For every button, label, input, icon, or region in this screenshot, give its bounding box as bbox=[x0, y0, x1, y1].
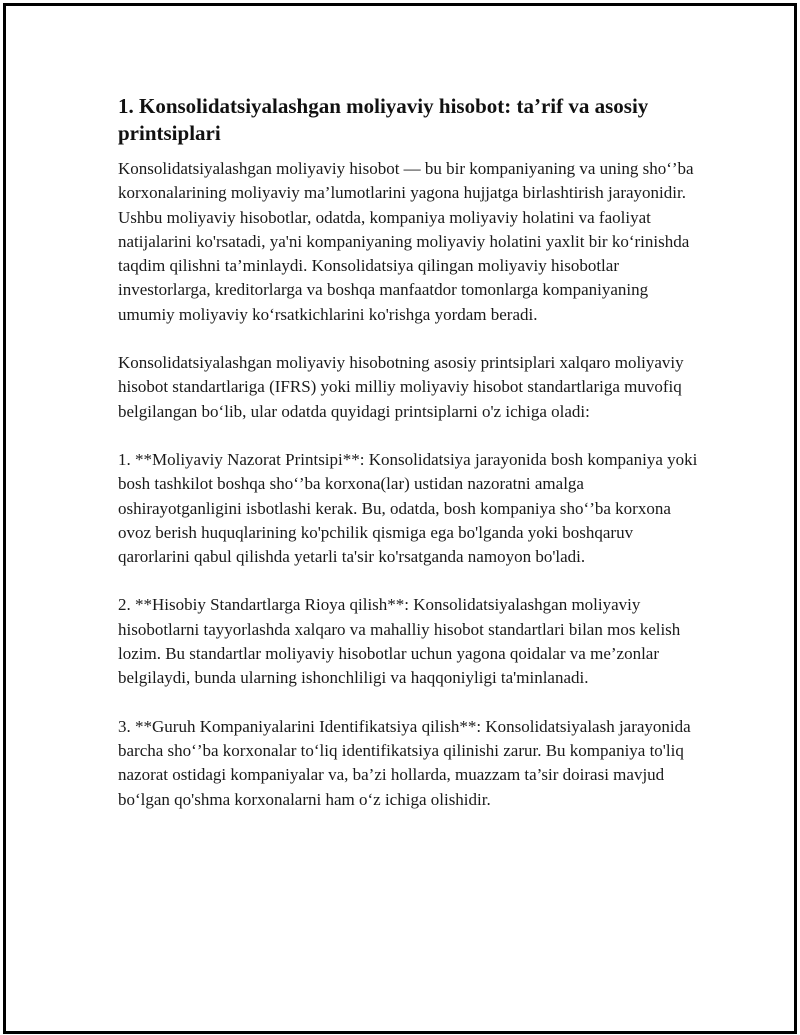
paragraph-definition: Konsolidatsiyalashgan moliyaviy hisobot — bu bir kompaniyaning va uning sho‘’ba korxonalarining moliyaviy ma’lumotlarini yagona hujjatga birlashtirish jarayonidir. Ushbu moliyaviy hisobotlar, odatda, kompaniya moliyaviy holatini va faoliyat natijalarini ko'rsatadi, ya'ni kompaniyaning moliyaviy holatini yaxlit bir ko‘rinishda taqdim qilishni ta’minlaydi. Konsolidatsiya qilingan moliyaviy hisobotlar investorlarga, kreditorlarga va boshqa manfaatdor tomonlarga kompaniyaning umumiy moliyaviy ko‘rsatkichlarini ko'rishga yordam beradi. bbox=[118, 159, 694, 324]
paragraph-principle-2: 2. **Hisobiy Standartlarga Rioya qilish**: Konsolidatsiyalashgan moliyaviy hisobotlarni tayyorlashda xalqaro va mahalliy hisobot standartlari bilan mos kelish lozim. Bu standartlar moliyaviy hisobotlar uchun yagona qoidalar va me’zonlar belgilaydi, bunda ularning ishonchliligi va haqqoniyligi ta'minlanadi. bbox=[118, 595, 681, 688]
paragraph-principle-1: 1. **Moliyaviy Nazorat Printsipi**: Konsolidatsiya jarayonida bosh kompaniya yoki bosh tashkilot boshqa sho‘’ba korxona(lar) ustidan nazoratni amalga oshirayotganligini isbotlashi kerak. Bu, odatda, bosh kompaniya sho‘’ba korxona ovoz berish huquqlarining ko'pchilik qismiga ega bo'lganda yoki boshqaruv qarorlarini qabul qilishda yetarli ta'sir ko'rsatganda namoyon bo'ladi. bbox=[118, 449, 698, 567]
document-body bbox=[118, 93, 698, 836]
section-heading: 1. Konsolidatsiyalashgan moliyaviy hisobot: ta’rif va asosiy printsiplari bbox=[118, 94, 649, 145]
paragraph-principle-3: 3. **Guruh Kompaniyalarini Identifikatsiya qilish**: Konsolidatsiyalash jarayonida barcha sho‘’ba korxonalar to‘liq identifikatsiya qilinishi zarur. Bu kompaniya to'liq nazorat ostidagi kompaniyalar va, ba’zi hollarda, muazzam ta’sir doirasi mavjud bo‘lgan qo'shma korxonalarni ham o‘z ichiga olishidir. bbox=[118, 716, 691, 809]
paragraph-principles-intro: Konsolidatsiyalashgan moliyaviy hisobotning asosiy printsiplari xalqaro moliyaviy hisobot standartlariga (IFRS) yoki milliy moliyaviy hisobot standartlariga muvofiq belgilangan bo‘lib, ular odatda quyidagi printsiplarni o'z ichiga oladi: bbox=[118, 353, 684, 421]
